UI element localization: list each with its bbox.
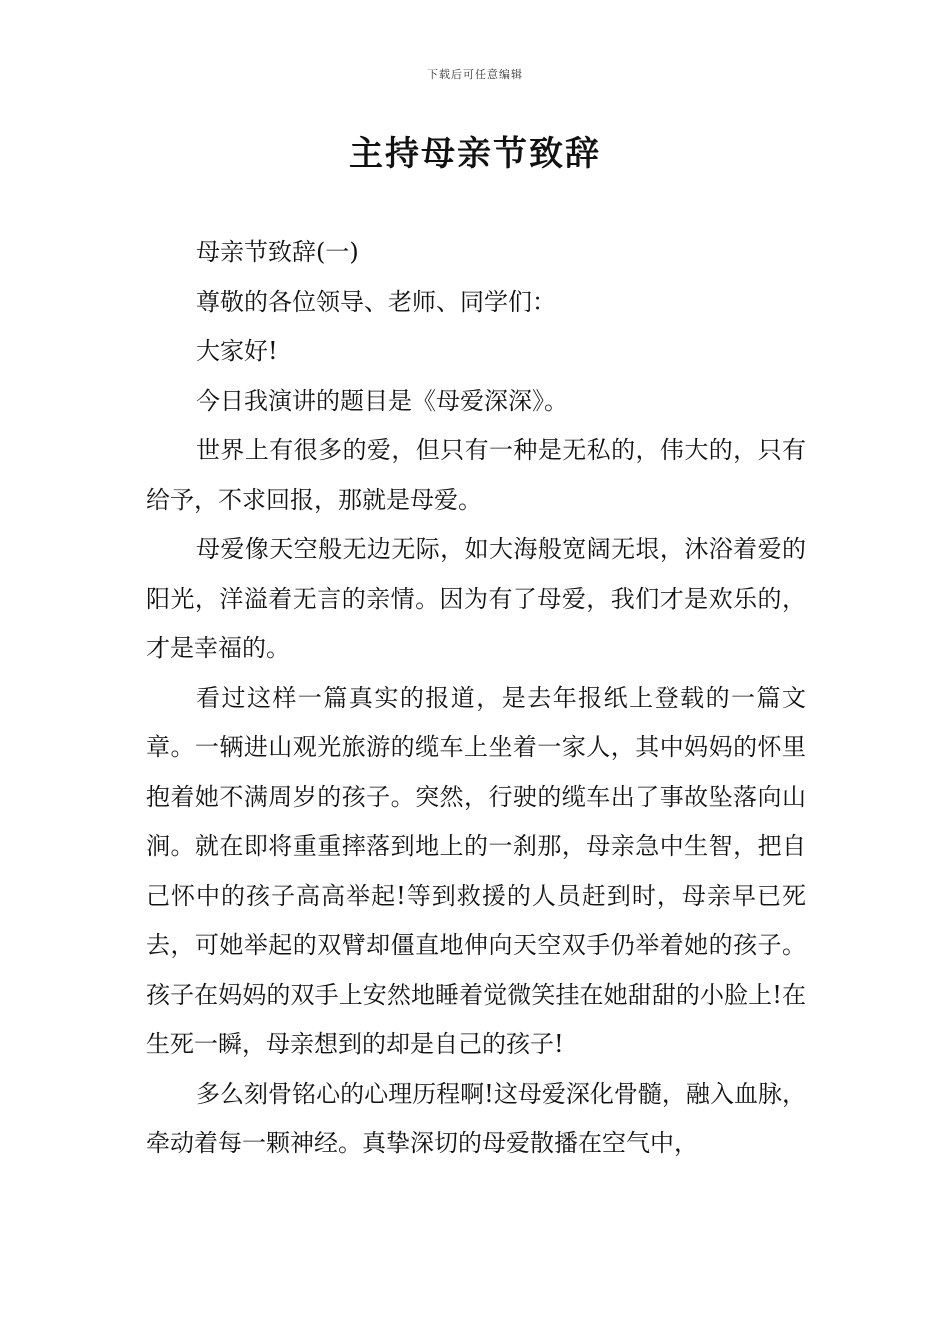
document-body <box>146 228 806 1169</box>
paragraph: 多么刻骨铭心的心理历程啊!这母爱深化骨髓，融入血脉，牵动着每一颗神经。真挚深切的母爱散播在空气中， <box>146 1079 806 1157</box>
document-title: 主持母亲节致辞 <box>349 134 601 174</box>
paragraph-greeting: 大家好! <box>196 337 278 365</box>
paragraph-section-heading: 母亲节致辞(一) <box>196 238 359 266</box>
paragraph-salutation: 尊敬的各位领导、老师、同学们： <box>196 287 556 316</box>
paragraph: 看过这样一篇真实的报道，是去年报纸上登载的一篇文章。一辆进山观光旅游的缆车上坐着一家人，其中妈妈的怀里抱着她不满周岁的孩子。突然，行驶的缆车出了事故坠落向山涧。就在即将重重摔落到地上的一刹那，母亲急中生智，把自己怀中的孩子高高举起!等到救援的人员赶到时，母亲早已死去，可她举起的双臂却僵直地伸向天空双手仍举着她的孩子。孩子在妈妈的双手上安然地睡着觉微笑挂在她甜甜的小脸上!在生死一瞬，母亲想到的却是自己的孩子! <box>146 683 806 1058</box>
paragraph-topic: 今日我演讲的题目是《母爱深深》。 <box>196 386 568 415</box>
paragraph: 母爱像天空般无边无际，如大海般宽阔无垠，沐浴着爱的阳光，洋溢着无言的亲情。因为有了母爱，我们才是欢乐的，才是幸福的。 <box>146 535 806 662</box>
paragraph: 世界上有很多的爱，但只有一种是无私的，伟大的，只有给予，不求回报，那就是母爱。 <box>146 436 806 514</box>
header-note: 下载后可任意编辑 <box>427 68 523 81</box>
